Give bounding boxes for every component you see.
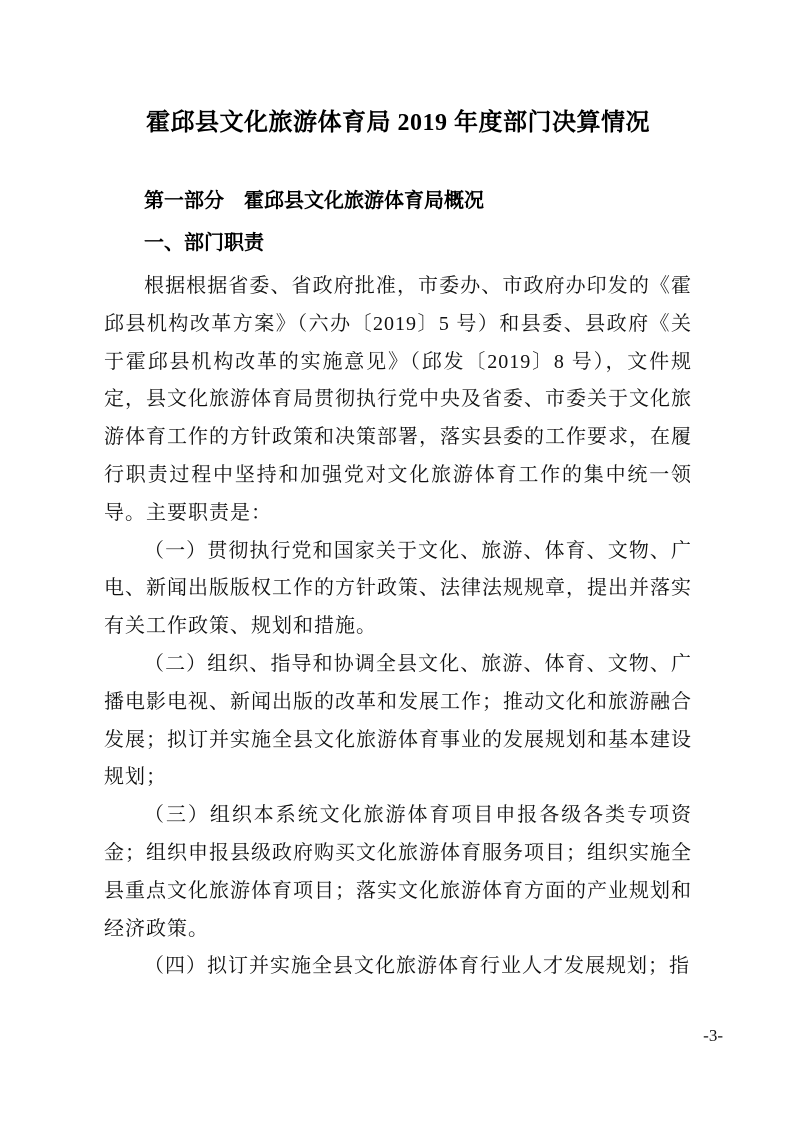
- body-paragraph: （三）组织本系统文化旅游体育项目申报各级各类专项资金；组织申报县级政府购买文化旅游体育服务项目；组织实施全县重点文化旅游体育项目；落实文化旅游体育方面的产业规划和经济政策。: [104, 804, 692, 940]
- body-paragraph: （一）贯彻执行党和国家关于文化、旅游、体育、文物、广电、新闻出版版权工作的方针政策、法律法规规章，提出并落实有关工作政策、规划和措施。: [104, 539, 692, 638]
- section-heading-department-duties: 一、部门职责: [144, 232, 264, 254]
- body-paragraph: （二）组织、指导和协调全县文化、旅游、体育、文物、广播电影电视、新闻出版的改革和发展工作；推动文化和旅游融合发展；拟订并实施全县文化旅游体育事业的发展规划和基本建设规划；: [104, 652, 692, 789]
- page-number: -3-: [703, 1026, 723, 1045]
- part-one-heading: 第一部分 霍邱县文化旅游体育局概况: [144, 190, 484, 212]
- body-text: [104, 268, 692, 986]
- body-paragraph: （四）拟订并实施全县文化旅游体育行业人才发展规划；指: [144, 955, 690, 978]
- body-paragraph: 根据根据省委、省政府批准，市委办、市政府办印发的《霍邱县机构改革方案》（六办〔2019〕5 号）和县委、县政府《关于霍邱县机构改革的实施意见》（邱发〔2019〕8 号），文件规定，县文化旅游体育局贯彻执行党中央及省委、市委关于文化旅游体育工作的方针政策和决策部署，落实县委的工作要求，在履行职责过程中坚持和加强党对文化旅游体育工作的集中统一领导。主要职责是：: [104, 275, 692, 524]
- document-title: 霍邱县文化旅游体育局 2019 年度部门决算情况: [146, 110, 650, 136]
